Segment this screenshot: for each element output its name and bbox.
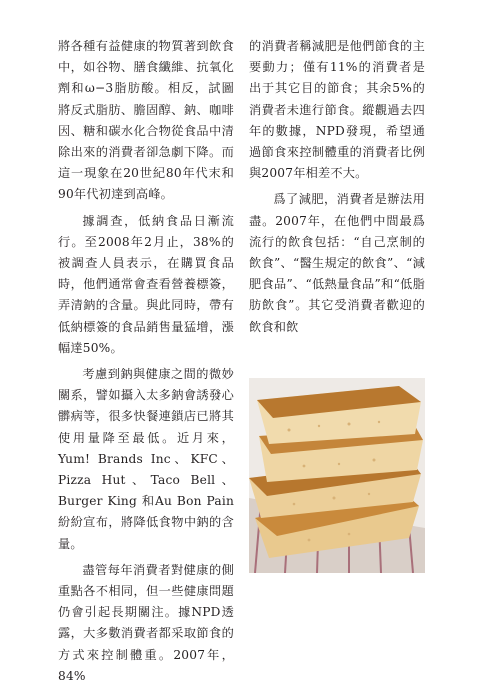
bread-slices-photo (249, 378, 425, 573)
right-text-column (249, 36, 425, 343)
bread-illustration (249, 378, 425, 573)
left-paragraph-4: 盡管每年消費者對健康的側重點各不相同，但一些健康問題仍會引起長期關注。據NPD透露，大多數消費者都采取節食的方式來控制體重。2007年，84% (58, 562, 234, 683)
left-paragraph-2: 據調查，低納食品日漸流行。至2008年2月止，38%的被調查人員表示，在購買食品時，他們通常會查看營養標簽，弄清鈉的含量。與此同時，帶有低納標簽的食品銷售量猛增，漲幅達50%。 (58, 213, 234, 355)
right-paragraph-1: 的消費者稱減肥是他們節食的主要動力；僅有11%的消費者是出于其它目的節食；其余5%的消費者未進行節食。縱觀過去四年的數據，NPD發現，希望通過節食來控制體重的消費者比例與2007年相差不大。 (249, 39, 425, 181)
left-text-column (58, 36, 234, 692)
left-paragraph-1: 將各種有益健康的物質著到飲食中，如谷物、膳食纖維、抗氧化劑和ω−3脂肪酸。相反，試圖將反式脂肪、膽固醇、鈉、咖啡因、糖和碳水化合物從食品中清除出來的消費者卻急劇下降。而這一現象在20世紀80年代末和90年代初達到高峰。 (58, 39, 234, 202)
left-paragraph-3: 考慮到鈉與健康之間的微妙關系，譬如攝入太多鈉會誘發心髒病等，很多快餐連鎖店已將其使用量降至最低。近月來，Yum! Brands Inc、KFC、Pizza Hut、Taco Bell、Burger King 和Au Bon Pain紛紛宣布，將降低食物中鈉的含量。 (58, 367, 234, 551)
right-paragraph-2: 爲了減肥，消費者是辦法用盡。2007年，在他們中間最爲流行的飲食包括：“自己烹制的飲食”、“醫生規定的飲食”、“減肥食品”、“低熱量食品”和“低脂肪飲食”。其它受消費者歡迎的飲食和飲 (249, 192, 425, 334)
